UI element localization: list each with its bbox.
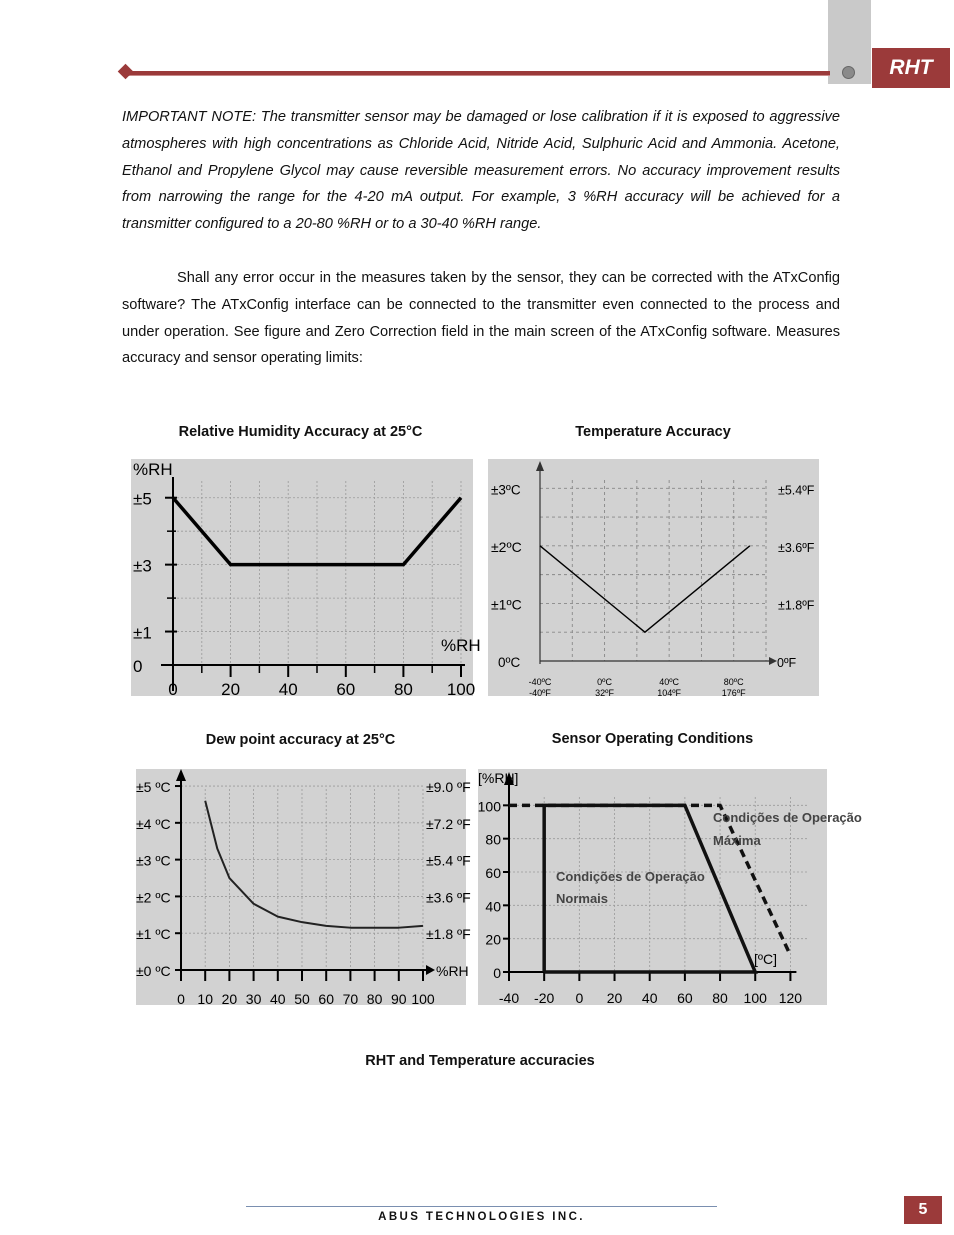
y-axis-arrow — [176, 769, 186, 781]
x-tick-label: 60 — [677, 990, 693, 1006]
x-tick-label-f: 176ºF — [721, 688, 746, 698]
y-tick-label-f: ±3.6 ºF — [426, 889, 471, 906]
x-tick-label: 0 — [177, 991, 185, 1007]
y-tick-label: 60 — [485, 865, 501, 881]
footer-rule — [246, 1206, 717, 1207]
header-dot-icon — [842, 66, 855, 79]
chart-title-operating: Sensor Operating Conditions — [551, 731, 754, 747]
dewpoint-accuracy-chart — [136, 769, 471, 1007]
y-tick-label: 80 — [485, 831, 501, 848]
y-tick-label-f: ±5.4 ºF — [426, 852, 471, 869]
x-axis-label: %RH — [441, 636, 481, 655]
x-tick-label: 100 — [411, 991, 435, 1007]
x-tick-label-f: 32ºF — [595, 688, 614, 698]
x-tick-label: 20 — [221, 680, 241, 699]
y-tick-label-c: ±0 ºC — [136, 963, 171, 979]
header-tab-label: RHT — [872, 48, 950, 88]
x-tick-label: 0 — [168, 680, 178, 699]
y-axis-label: %RH — [133, 460, 173, 479]
x-tick-label: 30 — [245, 991, 262, 1007]
y-tick-label: 40 — [485, 898, 501, 915]
x-tick-label: 120 — [778, 990, 803, 1006]
chart-title-temp: Temperature Accuracy — [575, 424, 731, 440]
header-diamond-icon — [118, 64, 134, 80]
chart-title-dewpoint: Dew point accuracy at 25°C — [205, 732, 396, 748]
x-tick-label: -20 — [534, 990, 555, 1006]
x-tick-label: 20 — [606, 990, 623, 1006]
x-axis-arrow — [769, 657, 777, 665]
header-rule-shadow — [128, 75, 830, 76]
y-tick-label: ±3 — [133, 556, 152, 576]
x-tick-label-f: -40ºF — [529, 688, 551, 698]
x-tick-label: 80 — [393, 680, 413, 699]
operating-conditions-chart — [477, 769, 862, 1006]
y-tick-label: 0 — [133, 657, 143, 676]
y-tick-label-c: ±4 ºC — [136, 815, 171, 832]
y-tick-label: 0 — [493, 965, 501, 981]
footer-company: ABUS TECHNOLOGIES INC. — [378, 1211, 585, 1223]
y-tick-label: 20 — [485, 931, 501, 948]
y-tick-label-c: ±5 ºC — [136, 779, 171, 796]
x-tick-label: 80 — [712, 990, 728, 1006]
max-conditions-label: Condições de Operação — [713, 810, 862, 825]
x-tick-label: 80 — [366, 991, 383, 1007]
x-tick-label-f: 104ºF — [657, 688, 682, 698]
temperature-accuracy-chart — [488, 459, 819, 696]
y-tick-label-c: ±1ºC — [491, 596, 522, 613]
y-tick-label-c: ±2ºC — [491, 538, 522, 555]
rh-accuracy-chart — [131, 459, 481, 699]
y-tick-label-c: ±2 ºC — [136, 889, 171, 906]
y-tick-label-c: ±3 ºC — [136, 852, 171, 869]
temperature-accuracy-series-line — [540, 546, 750, 632]
x-tick-label: 100 — [446, 680, 476, 699]
y-tick-label-f: ±3.6ºF — [778, 540, 815, 555]
y-tick-label: ±5 — [133, 489, 152, 509]
y-tick-label: 100 — [477, 798, 501, 815]
y-tick-label-c: 0ºC — [498, 655, 521, 670]
x-tick-label-c: 0ºC — [597, 677, 612, 687]
y-tick-label-f: ±5.4ºF — [778, 483, 815, 498]
y-tick-label-c: ±1 ºC — [136, 926, 171, 943]
x-tick-label-c: -40ºC — [528, 677, 552, 687]
body-paragraph: Shall any error occur in the measures taken by the sensor, they can be corrected with the ATxConfig software? The ATxConfig interface can be connected to the transmitter even connected to the process and under operation. See figure and Zero Correction field in the main screen of the ATxConfig software. Measures accuracy and sensor operating limits: — [122, 270, 840, 367]
y-tick-label-c: ±3ºC — [491, 482, 521, 498]
max-conditions-label: Máxima — [713, 833, 761, 848]
x-tick-label-c: 40ºC — [659, 677, 680, 687]
x-tick-label-c: 80ºC — [723, 677, 744, 687]
y-tick-label-f: ±7.2 ºF — [426, 815, 471, 832]
y-tick-label-f: ±1.8ºF — [778, 598, 815, 613]
chart-title-rh: Relative Humidity Accuracy at 25°C — [178, 424, 423, 440]
x-tick-label: 70 — [342, 991, 359, 1007]
x-tick-label: 40 — [278, 680, 298, 699]
x-tick-label: 40 — [641, 990, 658, 1006]
x-axis-label: [ºC] — [754, 951, 778, 967]
important-note: IMPORTANT NOTE: The transmitter sensor may be damaged or lose calibration if it is exposed to aggressive atmospheres with high concentrations as Chloride Acid, Nitride Acid, Sulphuric Acid and Ammonia. Acetone, Ethanol and Propylene Glycol may cause reversible measurement errors. No accuracy improvement results from narrowing the range for the 4-20 mA output. For example, 3 %RH accuracy will be achieved for a transmitter configured to a 20-80 %RH or to a 30-40 %RH range. — [122, 109, 840, 233]
x-tick-label: 100 — [743, 990, 767, 1006]
y-tick-label: ±1 — [133, 623, 152, 643]
normal-conditions-label: Condições de Operação — [556, 869, 705, 884]
dewpoint-series-line — [205, 801, 423, 928]
y-axis-arrow — [536, 461, 544, 471]
y-tick-label-f: ±1.8 ºF — [426, 926, 471, 943]
x-tick-label: -40 — [498, 990, 520, 1006]
x-tick-label: 10 — [197, 991, 213, 1007]
x-tick-label: 50 — [294, 991, 310, 1007]
x-tick-label: 0 — [575, 990, 584, 1006]
normal-conditions-label: Normais — [556, 891, 609, 906]
x-tick-label: 60 — [318, 991, 334, 1007]
y-tick-label-f: ±9.0 ºF — [426, 779, 471, 796]
x-tick-label: 90 — [391, 991, 407, 1007]
x-tick-label: 60 — [336, 680, 356, 699]
x-axis-arrow — [426, 965, 435, 975]
page-number: 5 — [904, 1196, 942, 1224]
y-axis-label: [%RH] — [478, 770, 519, 786]
figure-caption: RHT and Temperature accuracies — [365, 1053, 595, 1069]
y-tick-label-f: 0ºF — [777, 656, 797, 670]
x-tick-label: 40 — [270, 991, 286, 1007]
x-axis-label: %RH — [436, 963, 469, 979]
x-tick-label: 20 — [221, 991, 238, 1007]
